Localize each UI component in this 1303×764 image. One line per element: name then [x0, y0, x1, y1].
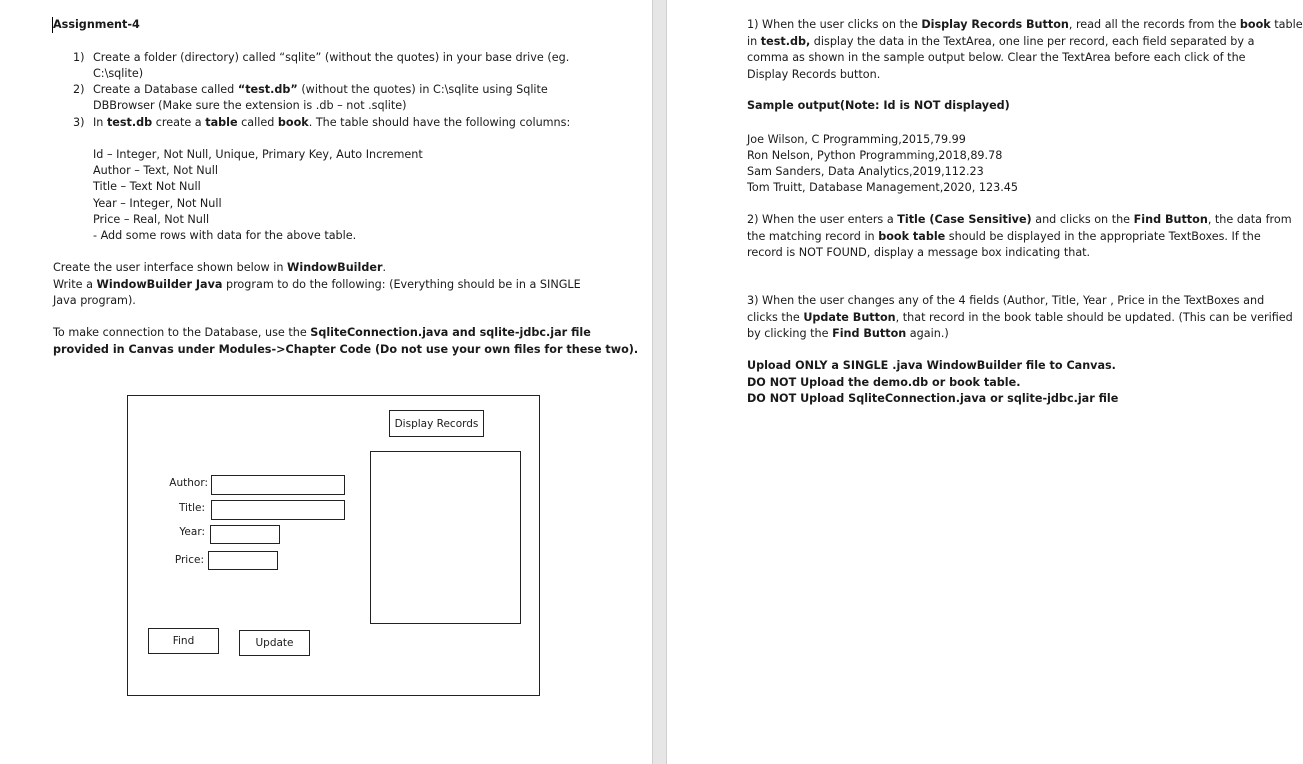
- upload-instruction-line: DO NOT Upload the demo.db or book table.: [747, 375, 1021, 389]
- column-spec-line: Price – Real, Not Null: [93, 212, 210, 226]
- column-spec-line: Id – Integer, Not Null, Unique, Primary Key, Auto Increment: [93, 148, 423, 161]
- page-gutter: [652, 0, 667, 764]
- mock-update-button: Update: [239, 630, 310, 656]
- instruction-line: 2) When the user enters a Title (Case Sensitive) and clicks on the Find Button, the data from: [747, 213, 1292, 226]
- upload-instruction-line: DO NOT Upload SqliteConnection.java or sqlite-jdbc.jar file: [747, 392, 1119, 405]
- paragraph-line: Write a WindowBuilder Java program to do the following: (Everything should be in a SINGLE: [53, 277, 581, 291]
- column-spec-line: Author – Text, Not Null: [93, 164, 218, 178]
- step-line: C:\sqlite): [93, 67, 144, 80]
- instruction-line: comma as shown in the sample output below. Clear the TextArea before each click of the: [747, 51, 1246, 64]
- instruction-line: by clicking the Find Button again.): [747, 327, 949, 340]
- paragraph-line: To make connection to the Database, use the SqliteConnection.java and sqlite-jdbc.jar file: [53, 326, 591, 339]
- mock-year-label: Year:: [179, 526, 205, 538]
- mock-display-records-button: Display Records: [389, 410, 484, 437]
- column-spec-line: Title – Text Not Null: [93, 180, 201, 194]
- paragraph-line: Create the user interface shown below in WindowBuilder.: [53, 261, 387, 274]
- mock-title-field: [211, 500, 345, 520]
- instruction-line: Display Records button.: [747, 67, 881, 81]
- step-line: In test.db create a table called book. The table should have the following columns:: [93, 116, 571, 129]
- mock-author-field: [211, 475, 345, 495]
- instruction-line: 1) When the user clicks on the Display Records Button, read all the records from the book table: [747, 18, 1303, 31]
- step-number: 3): [73, 116, 85, 129]
- step-number: 2): [73, 83, 85, 96]
- document-page-right: [667, 0, 1303, 764]
- instruction-line: clicks the Update Button, that record in the book table should be updated. (This can be verified: [747, 310, 1293, 324]
- mock-text-area: [370, 451, 521, 624]
- step-number: 1): [73, 51, 85, 64]
- instruction-line: 3) When the user changes any of the 4 fields (Author, Title, Year , Price in the TextBoxes and: [747, 294, 1265, 307]
- column-spec-line: Year – Integer, Not Null: [93, 196, 222, 210]
- paragraph-line: provided in Canvas under Modules->Chapter Code (Do not use your own files for these two).: [53, 342, 639, 356]
- sample-output-line: Ron Nelson, Python Programming,2018,89.78: [747, 149, 1003, 162]
- sample-output-line: Sam Sanders, Data Analytics,2019,112.23: [747, 165, 984, 178]
- step-line: Create a folder (directory) called “sqlite” (without the quotes) in your base drive (eg.: [93, 51, 570, 64]
- mock-price-label: Price:: [174, 554, 204, 566]
- mock-title-label: Title:: [178, 502, 205, 514]
- sample-output-line: Joe Wilson, C Programming,2015,79.99: [747, 133, 966, 146]
- instruction-line: record is NOT FOUND, display a message box indicating that.: [747, 246, 1091, 259]
- assignment-heading: Assignment-4: [53, 18, 140, 31]
- sample-output-line: Tom Truitt, Database Management,2020, 123.45: [747, 181, 1019, 194]
- sample-output-heading: Sample output(Note: Id is NOT displayed): [747, 99, 1010, 112]
- mock-find-button: Find: [148, 628, 219, 654]
- paragraph-line: Java program).: [53, 294, 136, 307]
- instruction-line: the matching record in book table should be displayed in the appropriate TextBoxes. If the: [747, 229, 1261, 243]
- mock-price-field: [208, 551, 278, 570]
- mock-author-label: Author:: [169, 477, 208, 489]
- column-spec-line: - Add some rows with data for the above table.: [93, 229, 357, 242]
- step-line: Create a Database called “test.db” (without the quotes) in C:\sqlite using Sqlite: [93, 83, 548, 96]
- upload-instruction-line: Upload ONLY a SINGLE .java WindowBuilder file to Canvas.: [747, 359, 1116, 372]
- mock-year-field: [210, 525, 280, 544]
- instruction-line: in test.db, display the data in the TextArea, one line per record, each field separated by a: [747, 34, 1255, 48]
- step-line: DBBrowser (Make sure the extension is .db – not .sqlite): [93, 99, 407, 112]
